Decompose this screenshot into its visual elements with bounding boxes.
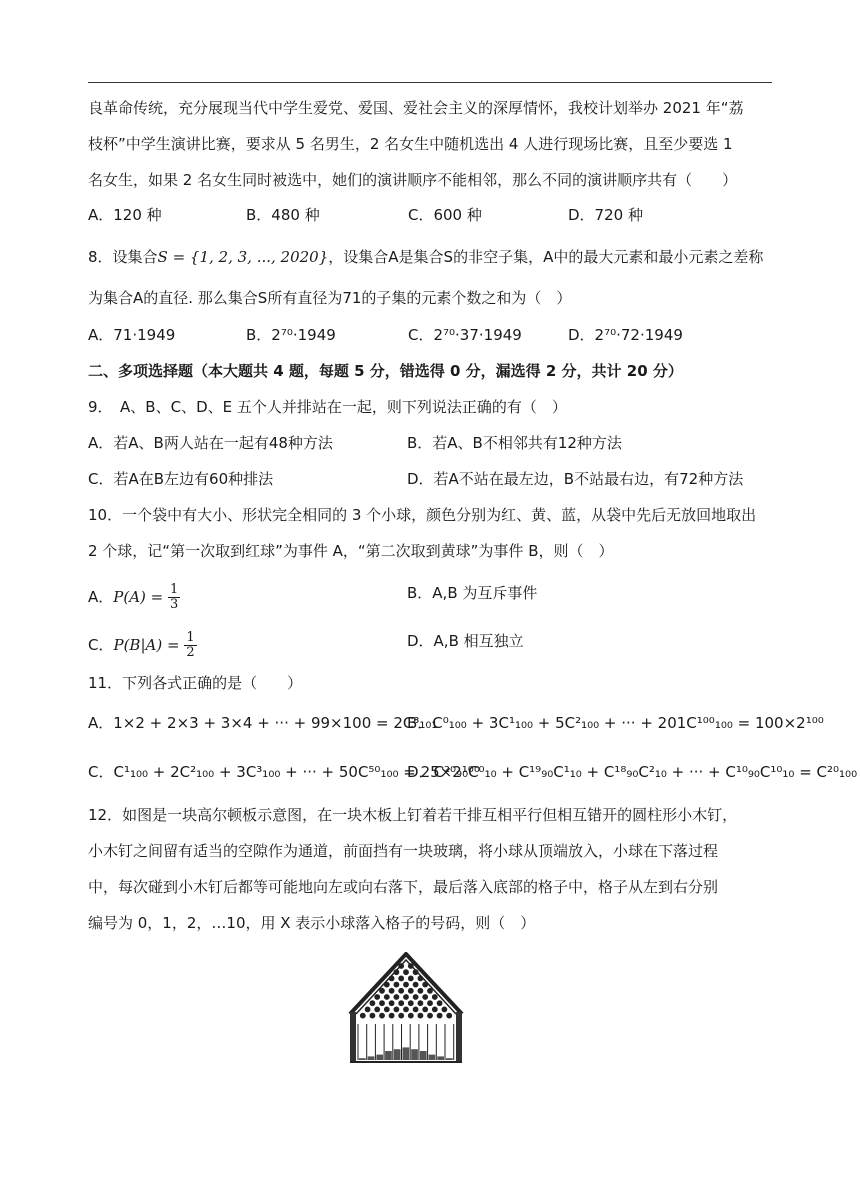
q8-line2: 为集合A的直径. 那么集合S所有直径为71的子集的元素个数之和为（ ） bbox=[88, 289, 572, 307]
q9-option-c[interactable]: C．若A在B左边有60种排法 bbox=[88, 470, 274, 488]
q11-option-d[interactable]: D．C²⁰₉₀C⁰₁₀ + C¹⁹₉₀C¹₁₀ + C¹⁸₉₀C²₁₀ + ··· + C¹⁰₉₀C¹⁰₁₀ = C²⁰₁₀₀ bbox=[407, 763, 858, 781]
q10-c-expr: P(B|A) = bbox=[113, 636, 180, 654]
q8-label: 8．设集合 bbox=[88, 248, 158, 266]
q7-option-a[interactable]: A．120 种 bbox=[88, 206, 162, 224]
q8-option-d[interactable]: D．2⁷⁰·72·1949 bbox=[568, 326, 683, 344]
q10-a-fraction: $\frac{1}{3}$ bbox=[170, 582, 179, 612]
q7-line1: 良革命传统，充分展现当代中学生爱党、爱国、爱社会主义的深厚情怀，我校计划举办 2021 年“荔 bbox=[88, 99, 744, 117]
q7-line3: 名女生，如果 2 名女生同时被选中，她们的演讲顺序不能相邻，那么不同的演讲顺序共有（ ） bbox=[88, 171, 738, 189]
q7-option-c[interactable]: C．600 种 bbox=[408, 206, 482, 224]
q12-line3: 中，每次碰到小木钉后都等可能地向左或向右落下，最后落入底部的格子中，格子从左到右分别 bbox=[88, 878, 719, 896]
q8-line1-rest: ，设集合A是集合S的非空子集，A中的最大元素和最小元素之差称 bbox=[328, 248, 764, 266]
q9-option-a[interactable]: A．若A、B两人站在一起有48种方法 bbox=[88, 434, 333, 452]
q12-line1: 12．如图是一块高尔顿板示意图，在一块木板上钉着若干排互相平行但相互错开的圆柱形小木钉， bbox=[88, 806, 738, 824]
q8-set-expr: S = {1, 2, 3, ..., 2020} bbox=[157, 248, 329, 266]
q10-line2: 2 个球，记“第一次取到红球”为事件 A，“第二次取到黄球”为事件 B，则（ ） bbox=[88, 542, 614, 560]
q11-option-c[interactable]: C．C¹₁₀₀ + 2C²₁₀₀ + 3C³₁₀₀ + ··· + 50C⁵⁰₁₀₀ = 25×2¹⁰⁰ bbox=[88, 763, 480, 781]
q10-line1: 10．一个袋中有大小、形状完全相同的 3 个小球，颜色分别为红、黄、蓝，从袋中先后无放回地取出 bbox=[88, 506, 757, 524]
q7-line2: 枝杯”中学生演讲比赛，要求从 5 名男生，2 名女生中随机选出 4 人进行现场比赛，且至少要选 1 bbox=[88, 135, 733, 153]
q8-option-c[interactable]: C．2⁷⁰·37·1949 bbox=[408, 326, 522, 344]
q11-stem: 11．下列各式正确的是（ ） bbox=[88, 674, 303, 692]
header-rule bbox=[88, 82, 772, 83]
q8-line1 bbox=[88, 247, 763, 267]
q8-option-b[interactable]: B．2⁷⁰·1949 bbox=[246, 326, 336, 344]
q12-line2: 小木钉之间留有适当的空隙作为通道，前面挡有一块玻璃，将小球从顶端放入，小球在下落过程 bbox=[88, 842, 719, 860]
q8-option-a[interactable]: A．71·1949 bbox=[88, 326, 176, 344]
q7-option-b[interactable]: B．480 种 bbox=[246, 206, 320, 224]
q7-option-d[interactable]: D．720 种 bbox=[568, 206, 643, 224]
q10-a-expr: P(A) = bbox=[113, 588, 164, 606]
q11-option-b[interactable]: B．C⁰₁₀₀ + 3C¹₁₀₀ + 5C²₁₀₀ + ··· + 201C¹⁰⁰₁₀₀ = 100×2¹⁰⁰ bbox=[407, 714, 824, 732]
galton-board-icon bbox=[348, 952, 464, 1064]
q10-c-fraction: $\frac{1}{2}$ bbox=[186, 630, 195, 660]
q10-option-b[interactable]: B．A,B 为互斥事件 bbox=[407, 584, 538, 602]
q9-option-d[interactable]: D．若A不站在最左边，B不站最右边，有72种方法 bbox=[407, 470, 744, 488]
q9-stem: 9． A、B、C、D、E 五个人并排站在一起，则下列说法正确的有（ ） bbox=[88, 398, 567, 416]
section-2-heading: 二、多项选择题（本大题共 4 题，每题 5 分，错选得 0 分，漏选得 2 分，共计 20 分） bbox=[88, 362, 683, 380]
q10-option-d[interactable]: D．A,B 相互独立 bbox=[407, 632, 524, 650]
q9-option-b[interactable]: B．若A、B不相邻共有12种方法 bbox=[407, 434, 622, 452]
q10-option-a[interactable]: A．P(A) = $\frac{1}{3}$ bbox=[88, 582, 179, 612]
q11-option-a[interactable]: A．1×2 + 2×3 + 3×4 + ··· + 99×100 = 2C³₁₀₁ bbox=[88, 714, 438, 732]
q10-option-c[interactable]: C．P(B|A) = $\frac{1}{2}$ bbox=[88, 630, 195, 660]
q12-line4: 编号为 0，1，2，…10，用 X 表示小球落入格子的号码，则（ ） bbox=[88, 914, 536, 932]
